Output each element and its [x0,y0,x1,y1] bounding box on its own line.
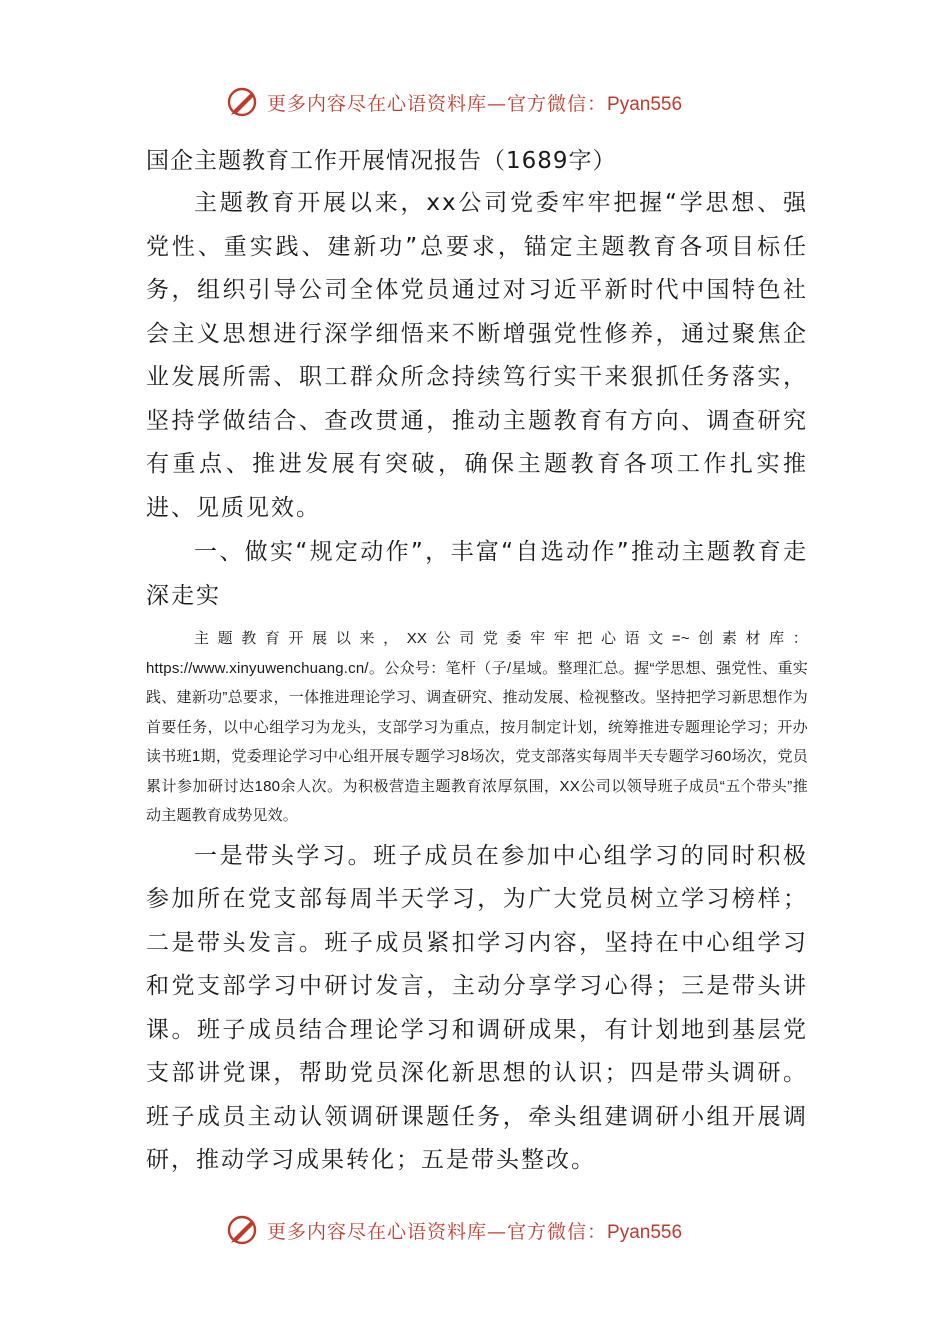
wechat-id: Pyan556 [607,1221,683,1243]
document-body [146,140,808,1183]
document-title: 国企主题教育工作开展情况报告（1689字） [146,148,617,174]
watermark-banner-top [225,82,745,122]
quill-logo-icon [225,1212,261,1248]
watermark-banner-bottom [225,1210,745,1250]
watermark-text: 更多内容尽在心语资料库—官方微信：Pyan556 [267,92,683,115]
wechat-id: Pyan556 [607,93,683,115]
quill-logo-icon [225,84,261,120]
section-heading: 一、做实“规定动作”，丰富“自选动作”推动主题教育走深走实 [146,539,808,609]
intro-paragraph: 主题教育开展以来，xx公司党委牢牢把握“学思想、强党性、重实践、建新功”总要求，锚定主题教育各项目标任务，组织引导公司全体党员通过对习近平新时代中国特色社会主义思想进行深学细悟来不断增强党性修养，通过聚焦企业发展所需、职工群众所念持续笃行实干来狠抓任务落实，坚持学做结合、查改贯通，推动主题教育有方向、调查研究有重点、推进发展有突破，确保主题教育各项工作扎实推进、见质见效。 [146,190,808,521]
watermark-text: 更多内容尽在心语资料库—官方微信：Pyan556 [267,1220,683,1243]
small-print-paragraph: 主题教育开展以来，XX公司党委牢牢把心语文=~创素材库：https://www.xinyuwenchuang.cn/。公众号：笔杆（子/星域。整理汇总。握“学思想、强党性、重实践、建新功”总要求，一体推进理论学习、调查研究、推动发展、检视整改。坚持把学习新思想作为首要任务，以中心组学习为龙头，支部学习为重点，按月制定计划，统筹推进专题理论学习；开办读书班1期，党委理论学习中心组开展专题学习8场次，党支部落实每周半天专题学习60场次，党员累计参加研讨达180余人次。为积极营造主题教育浓厚氛围，XX公司以领导班子成员“五个带头”推动主题教育成势见效。 [146,630,808,824]
five-leads-paragraph: 一是带头学习。班子成员在参加中心组学习的同时积极参加所在党支部每周半天学习，为广大党员树立学习榜样；二是带头发言。班子成员紧扣学习内容，坚持在中心组学习和党支部学习中研讨发言，主动分享学习心得；三是带头讲课。班子成员结合理论学习和调研成果，有计划地到基层党支部讲党课，帮助党员深化新思想的认识；四是带头调研。班子成员主动认领调研课题任务，牵头组建调研小组开展调研，推动学习成果转化；五是带头整改。 [146,842,808,1173]
